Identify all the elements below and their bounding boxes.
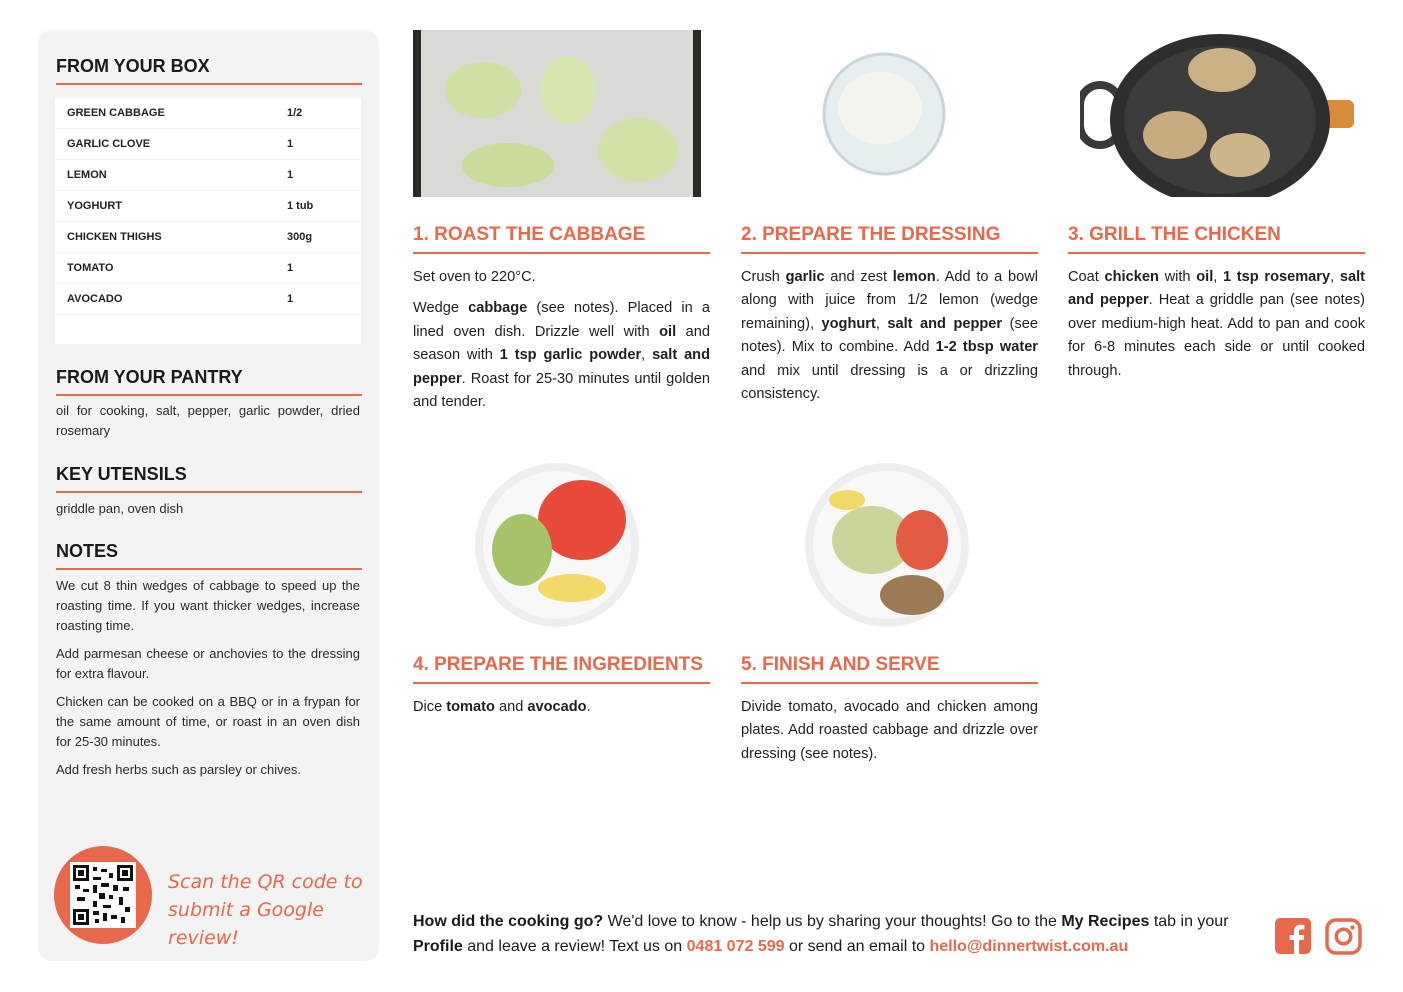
dressing-bowl-photo (820, 50, 948, 178)
pantry-text: oil for cooking, salt, pepper, garlic powder, dried rosemary (56, 403, 360, 438)
text-run: . (586, 699, 591, 715)
notes-list (56, 576, 360, 788)
step-5-title: 5. FINISH AND SERVE (741, 654, 1038, 684)
roast-cabbage-photo (413, 30, 701, 197)
text-run: oil (659, 323, 677, 340)
text-run: . Heat a griddle pan (see notes) over medium-high heat. Add to pan and cook for 6-8 minutes each side or until cooked through. (1068, 292, 1366, 379)
ingredient-name: GREEN CABBAGE (67, 107, 165, 119)
ingredient-row (55, 222, 361, 253)
ingredient-name: GARLIC CLOVE (67, 138, 151, 150)
key-utensils-title: KEY UTENSILS (56, 464, 362, 493)
ingredient-qty: 300g (287, 231, 313, 243)
text-run: 1 tsp rosemary (1223, 269, 1331, 285)
utensils-text: griddle pan, oven dish (56, 501, 184, 516)
qr-badge (54, 846, 152, 944)
qr-message-line1: Scan the QR code to (168, 871, 363, 893)
ingredient-qty: 1 (287, 262, 294, 274)
text-run: tomato (446, 699, 495, 715)
qr-message (168, 868, 368, 952)
text-run: Coat (1068, 269, 1105, 285)
step-3-text (1068, 266, 1365, 391)
ingredient-qty: 1 (287, 169, 294, 181)
text-run[interactable]: hello@dinnertwist.com.au (929, 938, 1129, 955)
text-run: We'd love to know - help us by sharing your thoughts! Go to the (603, 913, 1062, 930)
ingredient-name: AVOCADO (67, 293, 123, 305)
text-run: garlic (785, 269, 825, 285)
step-paragraph (741, 266, 1038, 406)
text-run: salt and pepper (887, 315, 1003, 332)
step-paragraph (741, 696, 1038, 766)
text-run[interactable]: 0481 072 599 (686, 938, 785, 955)
text-run: yoghurt (821, 315, 876, 332)
text-run: , (875, 315, 888, 332)
ingredient-qty: 1 tub (287, 200, 314, 212)
text-run: or send an email to (784, 938, 930, 955)
text-run: My Recipes (1061, 913, 1150, 930)
step-2-title: 2. PREPARE THE DRESSING (741, 224, 1038, 254)
text-run: and mix until dressing is a or drizzling consistency. (741, 362, 1038, 403)
from-your-box-title: FROM YOUR BOX (56, 56, 362, 85)
ingredient-qty: 1 (287, 138, 294, 150)
step-paragraph (413, 266, 710, 289)
text-run: Profile (413, 938, 463, 955)
text-run: Crush (741, 269, 786, 285)
step-paragraph (413, 696, 710, 719)
text-run: and leave a review! Text us on (462, 938, 687, 955)
ingredient-row (55, 284, 361, 315)
text-run: cabbage (468, 300, 528, 317)
text-run: , (1330, 269, 1340, 285)
text-run: , (641, 347, 653, 364)
text-run: Set oven to 220°C. (413, 269, 536, 285)
text-run: How did the cooking go? (413, 913, 604, 930)
step-1-title: 1. ROAST THE CABBAGE (413, 224, 710, 254)
ingredient-row (55, 160, 361, 191)
feedback-footer (413, 909, 1258, 959)
note-item: Chicken can be cooked on a BBQ or in a frypan for the same amount of time, or roast in an oven dish for 25-30 minutes. (56, 694, 360, 749)
qr-code[interactable] (70, 862, 136, 928)
ingredient-row (55, 98, 361, 129)
text-run: Divide tomato, avocado and chicken among plates. Add roasted cabbage and drizzle over dressing (see notes). (741, 699, 1038, 762)
text-run: salt and pepper (413, 347, 711, 387)
text-run: and (494, 699, 528, 715)
text-run: Dice (413, 699, 447, 715)
ingredient-name: TOMATO (67, 262, 114, 274)
step-3-title: 3. GRILL THE CHICKEN (1068, 224, 1365, 254)
griddle-chicken-photo (1080, 30, 1356, 197)
from-your-pantry-title: FROM YOUR PANTRY (56, 367, 362, 396)
ingredients-table (55, 98, 361, 344)
tomato-avocado-plate-photo (472, 460, 642, 630)
text-run: , (1213, 269, 1223, 285)
step-4-title: 4. PREPARE THE INGREDIENTS (413, 654, 710, 684)
ingredient-row (55, 191, 361, 222)
text-run: and season with (413, 323, 710, 364)
text-run: 1-2 tbsp water (935, 339, 1038, 356)
ingredient-name: LEMON (67, 169, 107, 181)
notes-title: NOTES (56, 541, 362, 570)
instagram-icon[interactable] (1325, 918, 1363, 956)
note-item: We cut 8 thin wedges of cabbage to speed up the roasting time. If you want thicker wedges, increase roasting time. (56, 578, 360, 633)
text-run: lemon (892, 269, 936, 285)
text-run: tab in your (1149, 913, 1229, 930)
ingredient-row (55, 253, 361, 284)
ingredient-qty: 1/2 (287, 107, 303, 119)
text-run: Wedge (413, 300, 469, 317)
step-4-text (413, 696, 710, 727)
step-1-text (413, 266, 710, 422)
step-5-text (741, 696, 1038, 774)
text-run: avocado (527, 699, 587, 715)
text-run: chicken (1104, 269, 1159, 285)
text-run: with (1158, 269, 1197, 285)
finished-dish-photo (802, 460, 972, 630)
step-paragraph (1068, 266, 1365, 383)
step-2-text (741, 266, 1038, 414)
note-item: Add parmesan cheese or anchovies to the dressing for extra flavour. (56, 646, 360, 681)
text-run: (see notes). Placed in a lined oven dish. Drizzle well with (413, 300, 710, 340)
note-item: Add fresh herbs such as parsley or chives. (56, 762, 301, 777)
text-run: . Roast for 25-30 minutes until golden and tender. (413, 370, 710, 411)
sidebar-panel (38, 30, 379, 961)
facebook-icon[interactable] (1275, 918, 1313, 956)
text-run: and zest (824, 269, 893, 285)
text-run: oil (1196, 269, 1214, 285)
ingredient-row (55, 129, 361, 160)
text-run: 1 tsp garlic powder (499, 347, 642, 364)
ingredient-name: YOGHURT (67, 200, 122, 212)
text-run: salt and pepper (1068, 269, 1366, 309)
text-run: (see notes). Mix to combine. Add (741, 315, 1038, 356)
ingredient-qty: 1 (287, 293, 294, 305)
qr-message-line2: submit a Google review! (168, 899, 324, 949)
ingredient-name: CHICKEN THIGHS (67, 231, 162, 243)
step-paragraph (413, 297, 710, 414)
text-run: . Add to a bowl along with juice from 1/2 lemon (wedge remaining), (741, 269, 1039, 332)
